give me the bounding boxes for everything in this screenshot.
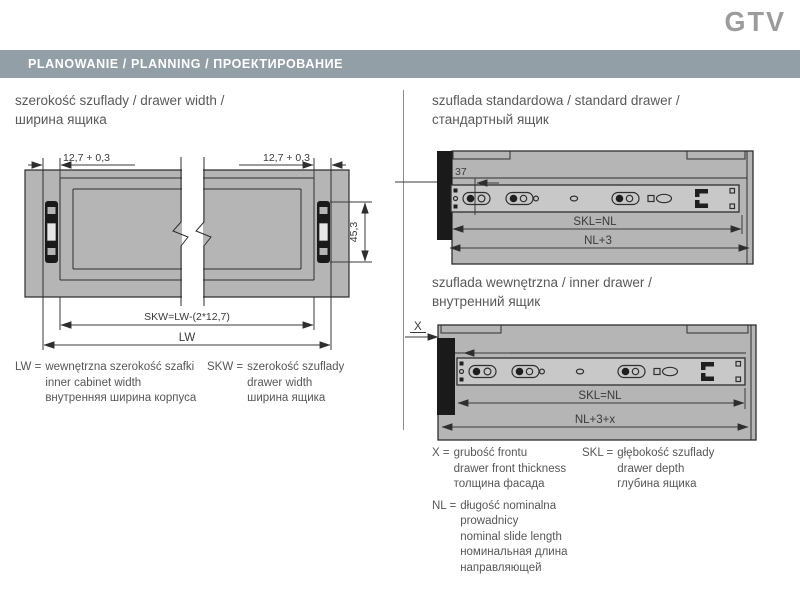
legend-term: SKW = bbox=[207, 361, 244, 373]
legend-line-ru: ширина ящика bbox=[247, 392, 326, 404]
dim-label-slide-height: 45,3 bbox=[348, 221, 360, 243]
legend-line-ru: номинальная длина направляющей bbox=[460, 546, 568, 574]
dim-label-lw: LW bbox=[178, 332, 196, 344]
title-line-2: ширина ящика bbox=[15, 112, 107, 127]
dim-label-nl: NL+3+x bbox=[574, 414, 616, 426]
legend-line-pl: grubość frontu bbox=[453, 447, 528, 459]
dim-label-skl: SKL=NL bbox=[578, 390, 622, 402]
legend-row bbox=[432, 499, 777, 577]
cabinet-cross-section bbox=[25, 170, 349, 297]
legend-line-en: drawer width bbox=[247, 376, 313, 389]
page-title: PLANOWANIE / PLANNING / ПРОЕКТИРОВАНИЕ bbox=[28, 57, 344, 71]
legend-line-pl: wewnętrzna szerokość szafki bbox=[45, 361, 195, 373]
slide-rail bbox=[451, 185, 739, 212]
legend-line-en: drawer depth bbox=[617, 462, 685, 475]
legend-row bbox=[432, 446, 777, 493]
legend-line-ru: внутренняя ширина корпуса bbox=[45, 392, 197, 404]
dimension-lw bbox=[43, 297, 331, 350]
drawer-front-panel bbox=[437, 338, 455, 415]
title-line-1: szerokość szuflady / drawer width / bbox=[15, 93, 225, 108]
legend-term: LW = bbox=[15, 361, 42, 373]
drawer-width-diagram bbox=[10, 138, 400, 353]
dim-label-left-offset: 12,7 + 0,3 bbox=[63, 152, 110, 164]
header-band bbox=[0, 50, 800, 78]
title-line-1: szuflada wewnętrzna / inner drawer / bbox=[432, 275, 652, 290]
slide-rail bbox=[457, 358, 745, 385]
drawer-slide-right-icon bbox=[317, 201, 330, 263]
drawer-slide-left-icon bbox=[45, 201, 58, 263]
section-title-inner-drawer bbox=[432, 273, 652, 311]
legend-term: NL = bbox=[432, 499, 457, 512]
standard-drawer-diagram bbox=[395, 145, 775, 270]
legend-line-en: inner cabinet width bbox=[45, 376, 142, 389]
dimension-x bbox=[405, 321, 438, 337]
legend-drawer-depth bbox=[432, 446, 777, 576]
legend-line-en: nominal slide length bbox=[460, 530, 562, 543]
dim-label-front-offset: 37 bbox=[455, 166, 467, 178]
legend-drawer-width bbox=[15, 360, 344, 407]
dim-label-skw: SKW=LW-(2*12,7) bbox=[144, 311, 230, 323]
legend-line-ru: глубина ящика bbox=[617, 478, 697, 490]
legend-line-pl: głębokość szuflady bbox=[617, 447, 715, 459]
legend-line-pl: długość nominalna prowadnicy bbox=[460, 499, 557, 527]
legend-line-ru: толщина фасада bbox=[453, 478, 545, 490]
legend-term: X = bbox=[432, 447, 450, 459]
dim-label-right-offset: 12,7 + 0,3 bbox=[263, 152, 310, 164]
dim-label-x: X bbox=[414, 321, 422, 333]
title-line-1: szuflada standardowa / standard drawer / bbox=[432, 93, 680, 108]
section-title-drawer-width bbox=[15, 91, 224, 129]
legend-item-lw bbox=[15, 360, 207, 407]
dim-label-skl: SKL=NL bbox=[573, 216, 617, 228]
legend-item-skw bbox=[207, 360, 344, 407]
title-line-2: внутренний ящик bbox=[432, 294, 541, 309]
legend-item-x bbox=[432, 446, 582, 493]
gtv-logo: GTV bbox=[724, 6, 786, 38]
inner-drawer-diagram bbox=[395, 318, 775, 446]
legend-line-pl: szerokość szuflady bbox=[247, 361, 345, 373]
legend-line-en: drawer front thickness bbox=[453, 462, 567, 475]
legend-item-skl bbox=[582, 446, 714, 493]
legend-item-nl bbox=[432, 499, 582, 577]
dimension-skw bbox=[60, 297, 314, 330]
section-title-standard-drawer bbox=[432, 91, 680, 129]
legend-term: SKL = bbox=[582, 447, 614, 459]
dim-label-nl: NL+3 bbox=[584, 235, 612, 247]
title-line-2: стандартный ящик bbox=[432, 112, 549, 127]
drawer-front-panel bbox=[437, 151, 452, 240]
